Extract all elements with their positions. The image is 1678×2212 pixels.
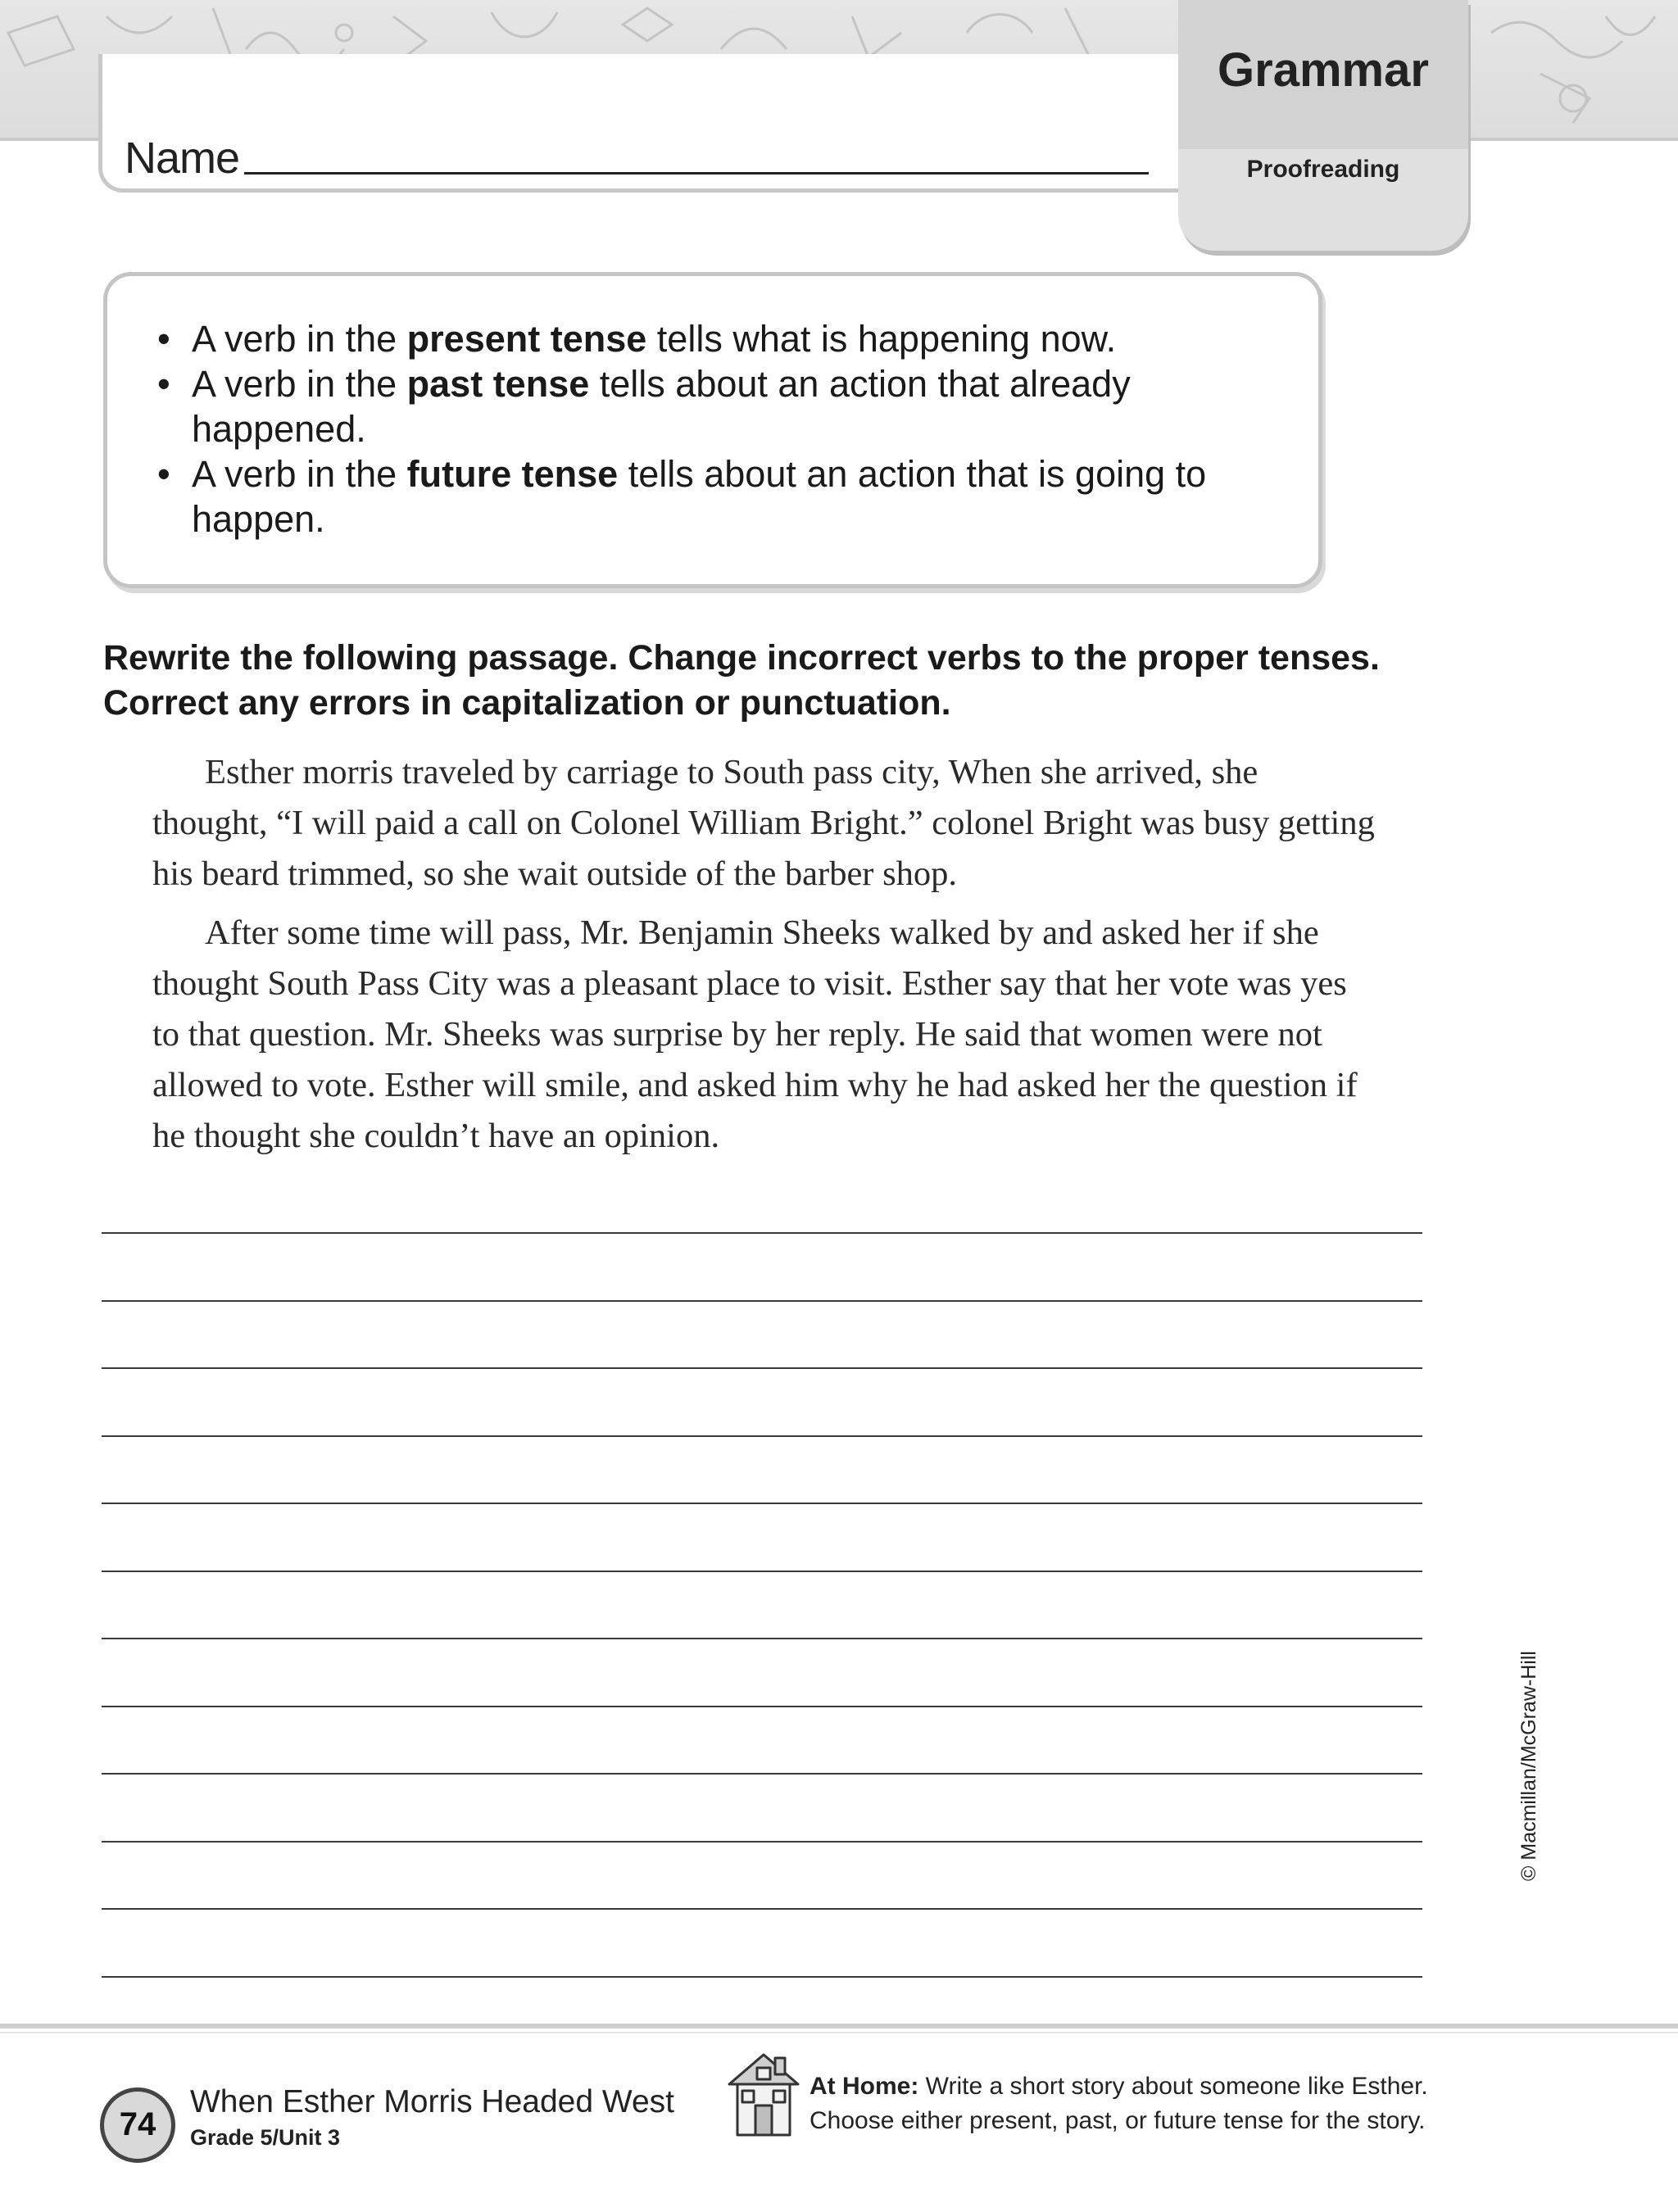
grade-unit: Grade 5/Unit 3 <box>190 2125 341 2150</box>
rule-text: tells about an action that already happened. <box>192 363 1131 450</box>
writing-line[interactable] <box>102 1638 1422 1639</box>
page-number-badge: 74 <box>100 2087 175 2163</box>
passage-paragraph-2: After some time will pass, Mr. Benjamin Sheeks walked by and asked her if she thought South Pass City was a pleasant place to visit. Esther say that her vote was yes to that question. Mr. Sheeks was surprise by her reply. He said that women were not allowed to vote. Esther will smile, and asked him why he had asked her the question if he thought she couldn’t have an opinion. <box>152 913 1358 1155</box>
rule-item-future <box>157 451 1272 542</box>
writing-line[interactable] <box>102 1435 1422 1437</box>
writing-line[interactable] <box>102 1503 1422 1504</box>
rule-text: A verb in the <box>192 453 407 495</box>
rule-term: present tense <box>406 318 647 360</box>
bullet-icon: • <box>157 318 170 360</box>
writing-line[interactable] <box>102 1908 1422 1910</box>
writing-line[interactable] <box>102 1841 1422 1843</box>
rule-term: past tense <box>406 363 590 405</box>
instructions: Rewrite the following passage. Change incorrect verbs to the proper tenses. Correct any errors in capitalization or punctuation. <box>103 638 1380 723</box>
rule-text: A verb in the <box>192 318 407 360</box>
story-title: When Esther Morris Headed West <box>190 2084 674 2119</box>
copyright: © Macmillan/McGraw-Hill <box>1517 1651 1540 1881</box>
bullet-icon: • <box>157 363 170 405</box>
footer-divider <box>0 2024 1678 2028</box>
footer-divider-light <box>0 2032 1678 2033</box>
passage-paragraph-1: Esther morris traveled by carriage to South pass city, When she arrived, she thought, “I will paid a call on Colonel William Bright.” colonel Bright was busy getting his beard trimmed, so she wait outside of the barber shop. <box>152 753 1375 893</box>
rule-text: A verb in the <box>192 363 407 405</box>
writing-line[interactable] <box>102 1367 1422 1369</box>
at-home-label: At Home: <box>810 2073 919 2100</box>
writing-line[interactable] <box>102 1571 1422 1572</box>
writing-line[interactable] <box>102 1976 1422 1978</box>
writing-line[interactable] <box>102 1706 1422 1707</box>
at-home-text: Write a short story about someone like Esther. Choose either present, past, or future tense for the story. <box>810 2073 1428 2134</box>
rule-text: tells about an action that is going to happen. <box>192 453 1207 540</box>
rule-item-present <box>157 316 1272 361</box>
name-label: Name <box>125 134 240 183</box>
name-write-line[interactable] <box>244 172 1149 175</box>
rule-text: tells what is happening now. <box>646 318 1117 360</box>
writing-line[interactable] <box>102 1773 1422 1775</box>
writing-line[interactable] <box>102 1300 1422 1302</box>
rule-term: future tense <box>406 453 619 495</box>
at-home-note <box>810 2069 1465 2138</box>
house-icon <box>724 2048 803 2140</box>
writing-line[interactable] <box>102 1232 1422 1234</box>
grammar-subtitle: Proofreading <box>1246 156 1400 183</box>
rule-item-past <box>157 361 1272 451</box>
grammar-title: Grammar <box>1218 43 1429 97</box>
bullet-icon: • <box>157 453 170 495</box>
